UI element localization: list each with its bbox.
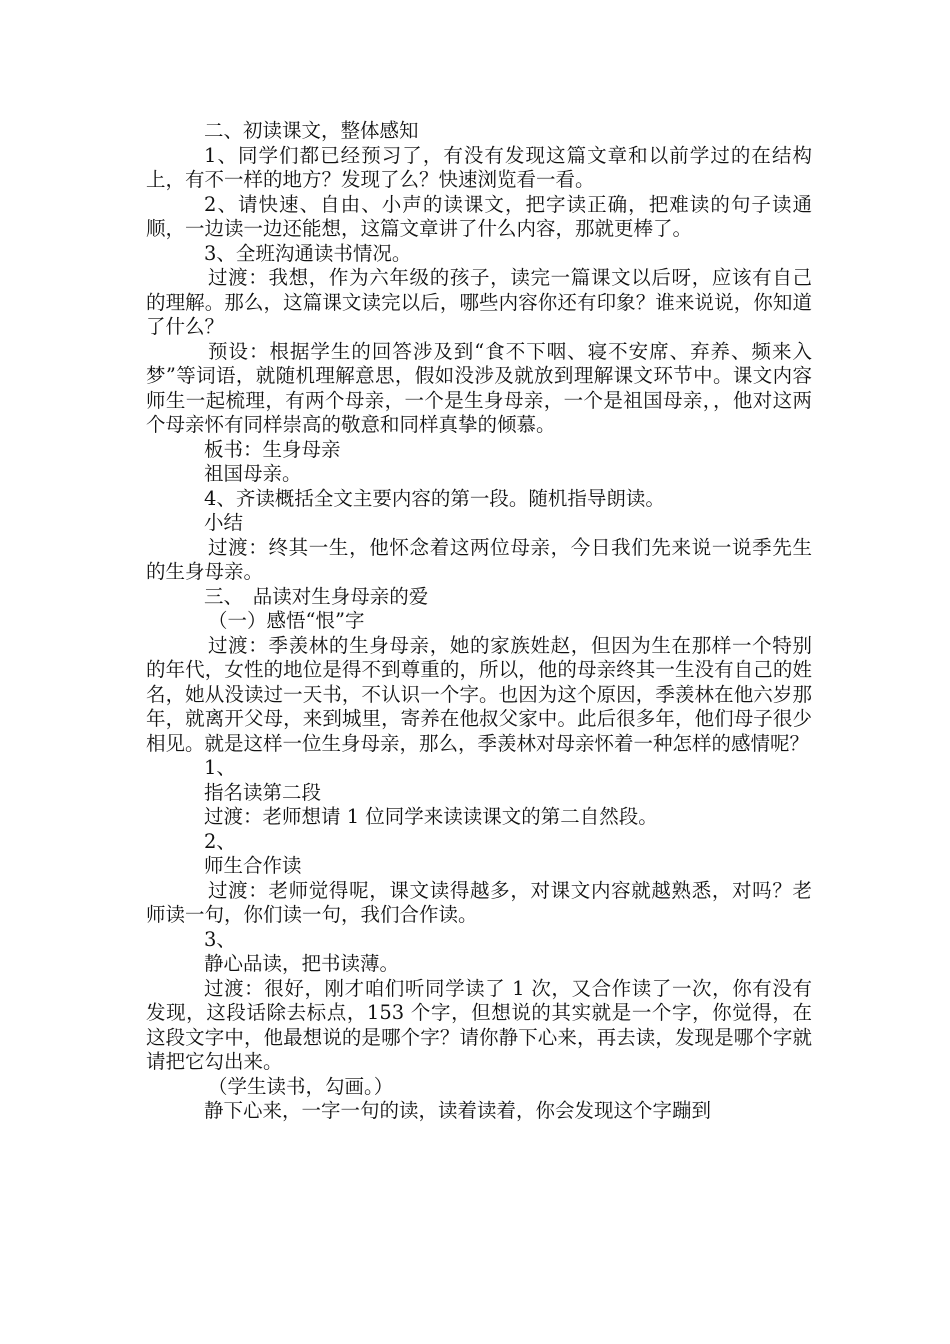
document-body: [146, 119, 812, 1124]
paragraph: 过渡：季羡林的生身母亲，她的家族姓赵，但因为生在那样一个特别的年代，女性的地位是得不到尊重的，所以，他的母亲终其一生没有自己的姓名，她从没读过一天书，不认识一个字。也因为这个原因，季羡林在他六岁那年，就离开父母，来到城里，寄养在他叔父家中。此后很多年，他们母子很少相见。就是这样一位生身母亲，那么，季羡林对母亲怀着一种怎样的感情呢？: [146, 633, 812, 755]
paragraph: 4、齐读概括全文主要内容的第一段。随机指导朗读。: [204, 486, 665, 510]
paragraph: （学生读书，勾画。）: [208, 1074, 394, 1098]
section-heading-3: 三、 品读对生身母亲的爱: [204, 584, 429, 608]
paragraph: 过渡：老师想请 1 位同学来读读课文的第二自然段。: [204, 805, 658, 828]
paragraph: 板书：生身母亲: [204, 437, 341, 461]
section-heading-2: 二、初读课文，整体感知: [204, 119, 419, 142]
paragraph: 静心品读，把书读薄。: [204, 952, 400, 975]
paragraph: 师生合作读: [204, 854, 302, 877]
paragraph: 2、: [204, 829, 236, 853]
paragraph: 过渡：老师觉得呢，课文读得越多，对课文内容就越熟悉，对吗？老师读一句，你们读一句，我们合作读。: [146, 878, 812, 926]
paragraph: 过渡：很好，刚才咱们听同学读了 1 次，又合作读了一次，你有没有发现，这段话除去标点，153 个字，但想说的其实就是一个字，你觉得，在这段文字中，他最想说的是哪个字？请你静下心来，再去读，发现是哪个字就请把它勾出来。: [146, 976, 812, 1073]
paragraph: 过渡：我想，作为六年级的孩子，读完一篇课文以后呀，应该有自己的理解。那么，这篇课文读完以后，哪些内容你还有印象？谁来说说，你知道了什么？: [146, 266, 812, 338]
paragraph: 3、全班沟通读书情况。: [204, 241, 412, 265]
paragraph: 过渡：终其一生，他怀念着这两位母亲，今日我们先来说一说季先生的生身母亲。: [146, 535, 812, 583]
paragraph: 祖国母亲。: [204, 462, 302, 485]
paragraph: 小结: [204, 511, 244, 534]
paragraph: 2、请快速、自由、小声的读课文，把字读正确，把难读的句子读通顺，一边读一边还能想，这篇文章讲了什么内容，那就更棒了。: [146, 192, 812, 240]
paragraph: 1、同学们都已经预习了，有没有发现这篇文章和以前学过的在结构上，有不一样的地方？发现了么？快速浏览看一看。: [146, 143, 812, 191]
paragraph: 静下心来，一字一句的读，读着读着，你会发现这个字蹦到: [204, 1099, 712, 1122]
paragraph: 1、: [204, 756, 236, 779]
paragraph: 指名读第二段: [204, 780, 322, 804]
subsection-heading: （一）感悟“恨”字: [208, 609, 365, 632]
paragraph: 预设：根据学生的回答涉及到“食不下咽、寝不安席、弃养、频来入梦”等词语，就随机理解意思，假如没涉及就放到理解课文环节中。课文内容师生一起梳理，有两个母亲，一个是生身母亲，一个是祖国母亲，，他对这两个母亲怀有同样崇高的敬意和同样真挚的倾慕。: [146, 339, 812, 436]
paragraph: 3、: [204, 927, 236, 951]
